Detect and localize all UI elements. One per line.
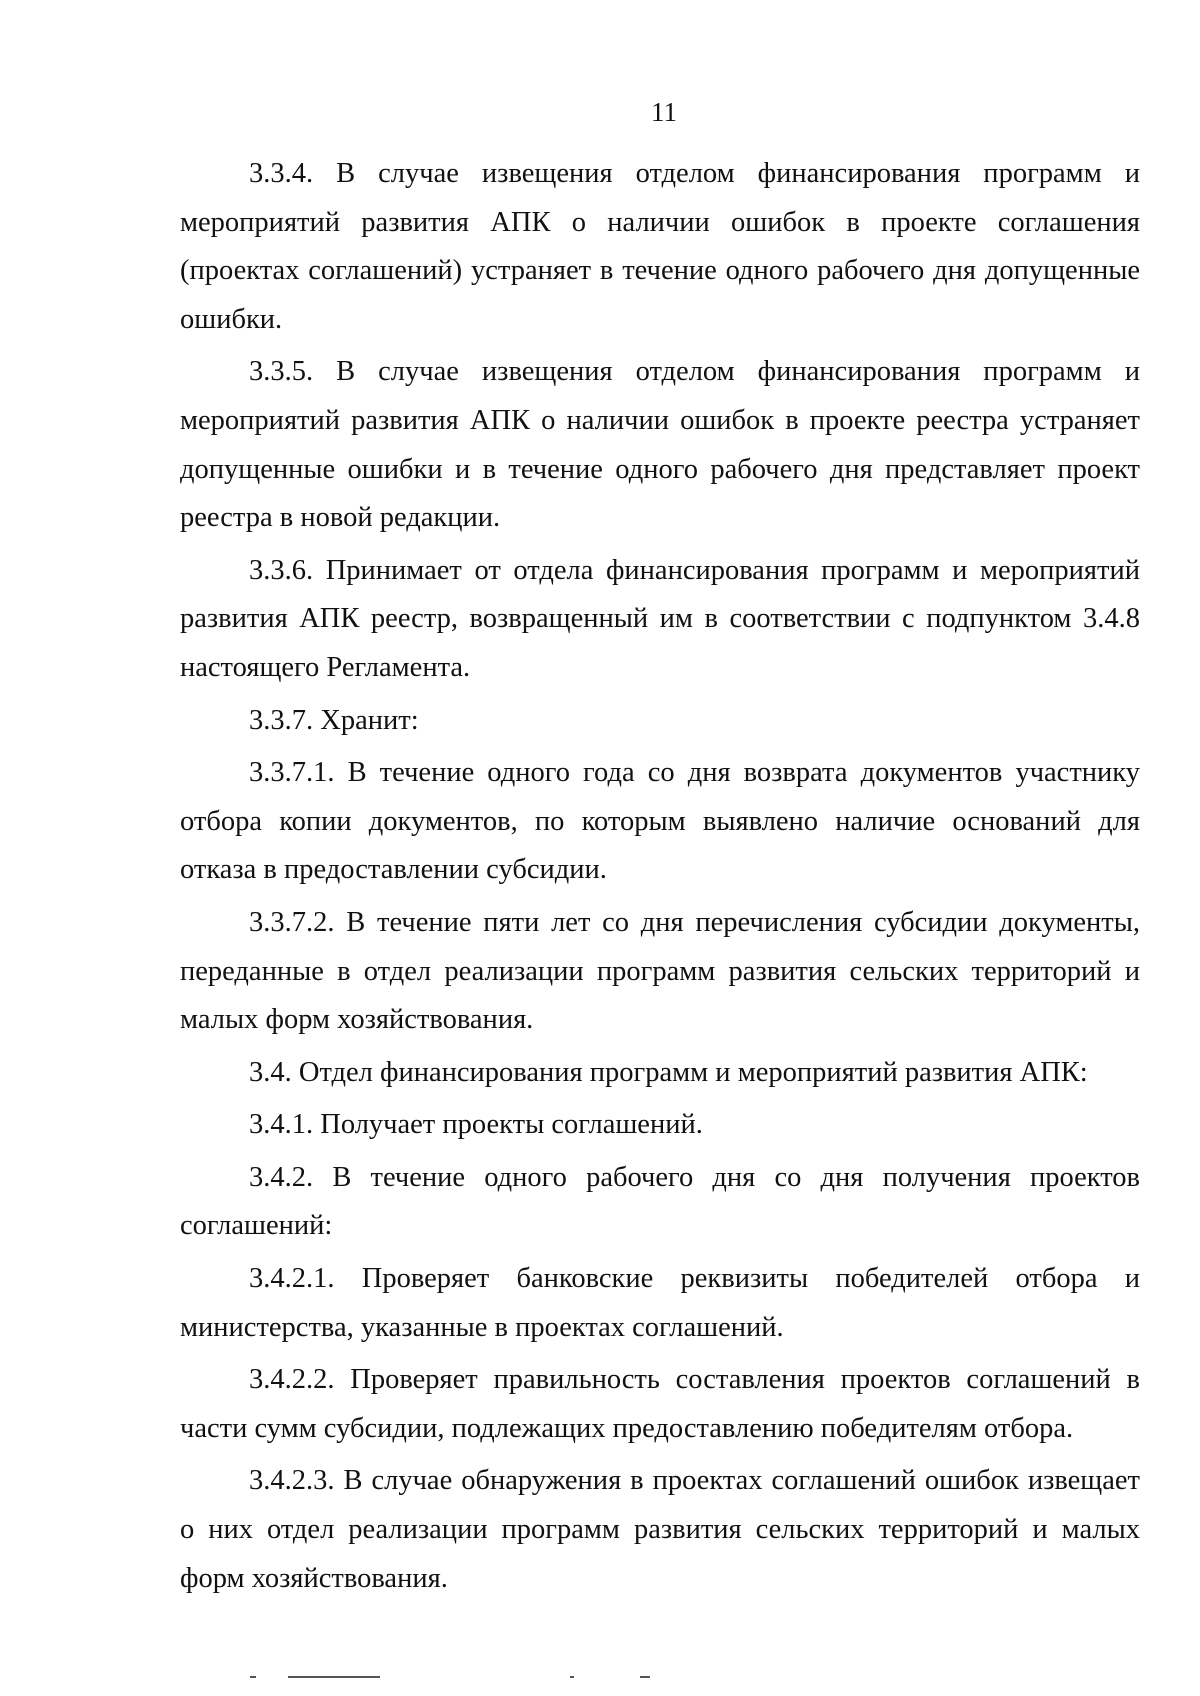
document-body — [180, 150, 1140, 1607]
page-number: 11 — [651, 97, 677, 127]
paragraph-3-3-7-1: 3.3.7.1. В течение одного года со дня возврата документов участнику отбора копии документов, по которым выявлено наличие оснований для отказа в предоставлении субсидии. — [180, 757, 1140, 886]
paragraph-3-3-4: 3.3.4. В случае извещения отделом финансирования программ и мероприятий развития АПК о наличии ошибок в проекте соглашения (проектах соглашений) устраняет в течение одного рабочего дня допущенные ошибки. — [180, 158, 1140, 335]
paragraph-3-3-7: 3.3.7. Хранит: — [249, 704, 419, 736]
paragraph-3-3-6: 3.3.6. Принимает от отдела финансирования программ и мероприятий развития АПК реестр, возвращенный им в соответствии с подпунктом 3.4.8 настоящего Регламента. — [180, 554, 1140, 683]
paragraph-3-4: 3.4. Отдел финансирования программ и мероприятий развития АПК: — [249, 1056, 1088, 1088]
paragraph-3-4-2-3: 3.4.2.3. В случае обнаружения в проектах соглашений ошибок извещает о них отдел реализации программ развития сельских территорий и малых форм хозяйствования. — [180, 1465, 1140, 1594]
paragraph-3-4-1: 3.4.1. Получает проекты соглашений. — [249, 1109, 703, 1141]
paragraph-3-4-2-2: 3.4.2.2. Проверяет правильность составления проектов соглашений в части сумм субсидии, подлежащих предоставлению победителям отбора. — [180, 1364, 1140, 1444]
paragraph-3-3-5: 3.3.5. В случае извещения отделом финансирования программ и мероприятий развития АПК о наличии ошибок в проекте реестра устраняет допущенные ошибки и в течение одного рабочего дня представляет проект реестра в новой редакции. — [180, 356, 1140, 534]
paragraph-3-3-7-2: 3.3.7.2. В течение пяти лет со дня перечисления субсидии документы, переданные в отдел реализации программ развития сельских территорий и малых форм хозяйствования. — [180, 906, 1140, 1036]
scan-artifact-marks — [240, 1676, 720, 1680]
paragraph-3-4-2-1: 3.4.2.1. Проверяет банковские реквизиты победителей отбора и министерства, указанные в проектах соглашений. — [180, 1263, 1140, 1343]
paragraph-3-4-2: 3.4.2. В течение одного рабочего дня со дня получения проектов соглашений: — [180, 1161, 1140, 1242]
